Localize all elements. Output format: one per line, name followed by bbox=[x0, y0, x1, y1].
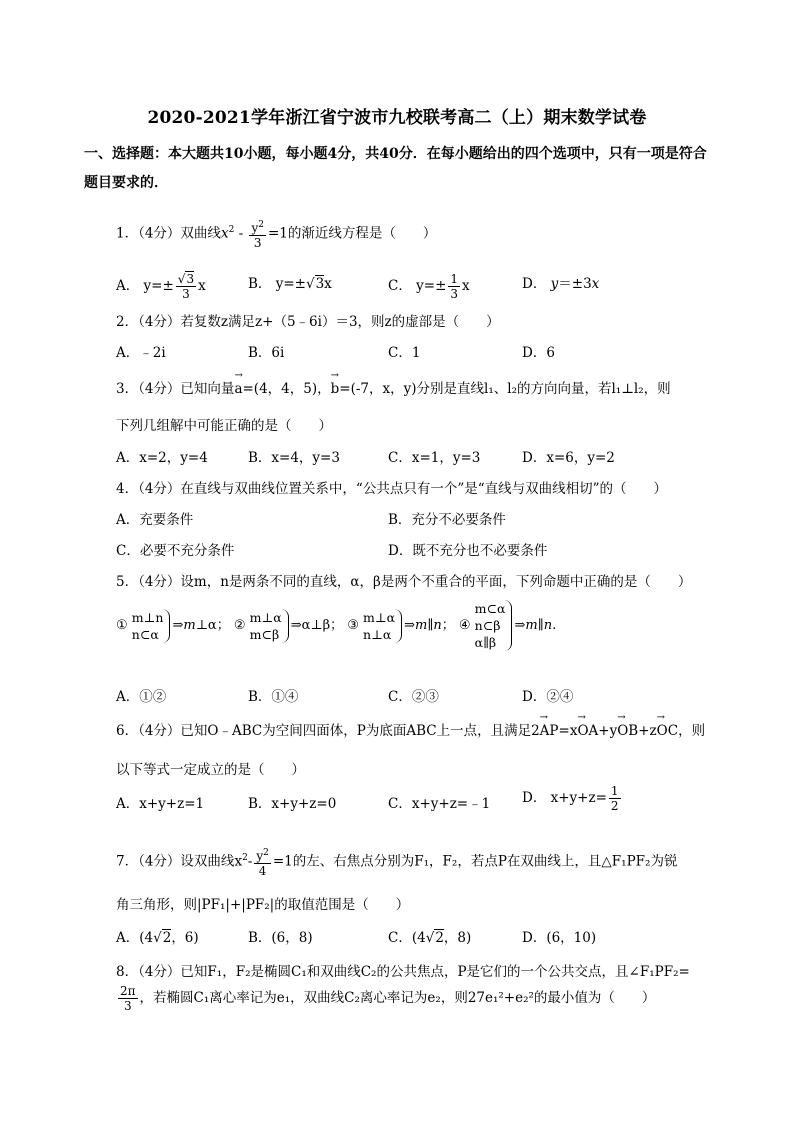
q3-option-c[interactable]: C．x=1，y=3 bbox=[388, 450, 481, 466]
q5-option-d[interactable]: D．②④ bbox=[522, 689, 574, 705]
question-2: 2．（4分）若复数z满足z+（5﹣6i）＝3，则z的虚部是（ ） bbox=[116, 314, 500, 330]
q6-option-d[interactable]: D． x+y+z= $\frac{1}{2}$ bbox=[522, 784, 619, 813]
question-7: 7．（4分）设双曲线$x^2-$ $\frac{y^2}{4}$ =1的左、右焦点分别为F₁，F₂，若点P在双曲线上，且△F₁PF₂为锐 bbox=[116, 848, 678, 878]
page-title: 2020-2021学年浙江省宁波市九校联考高二（上）期末数学试卷 bbox=[147, 108, 647, 128]
q6-option-a[interactable]: A．x+y+z=1 bbox=[116, 796, 205, 812]
q1-option-a[interactable]: A． y=± $\frac{√3}{3}$ x bbox=[116, 272, 206, 301]
question-3: 3．（4分）已知向量→ a=(4，4，5)，→ b=(-7，x，y)分别是直线l₁、l₂的方向向量，若l₁⊥l₂，则 bbox=[116, 377, 671, 397]
q1-option-b[interactable]: B． y=±√3x bbox=[248, 276, 332, 292]
q1-option-d[interactable]: D． y＝±3x bbox=[522, 276, 600, 292]
q3-option-b[interactable]: B．x=4，y=3 bbox=[248, 450, 340, 466]
q2-option-b[interactable]: B．6i bbox=[248, 345, 285, 361]
q4-option-a[interactable]: A．充要条件 bbox=[116, 512, 194, 528]
question-4: 4．（4分）在直线与双曲线位置关系中，“公共点只有一个”是“直线与双曲线相切”的（ ） bbox=[116, 481, 668, 497]
q2-option-d[interactable]: D．6 bbox=[522, 345, 555, 361]
question-8: 8．（4分）已知F₁，F₂是椭圆C₁和双曲线C₂的公共焦点，P是它们的一个公共交点，且∠F₁PF₂= bbox=[116, 964, 690, 980]
q7-option-a[interactable]: A．(4√2，6) bbox=[116, 930, 199, 946]
section-heading: 一、选择题：本大题共10小题，每小题4分，共40分．在每小题给出的四个选项中，只有一项是符合题目要求的． bbox=[84, 146, 707, 191]
q5-option-a[interactable]: A．①② bbox=[116, 689, 167, 705]
question-7-line2: 角三角形，则|PF₁|+|PF₂|的取值范围是（ ） bbox=[116, 897, 410, 913]
q5-option-b[interactable]: B．①④ bbox=[248, 689, 299, 705]
q6-option-b[interactable]: B．x+y+z=0 bbox=[248, 796, 337, 812]
question-5: 5．（4分）设m，n是两条不同的直线，α，β是两个不重合的平面，下列命题中正确的是（ ） bbox=[116, 574, 692, 590]
q6-option-c[interactable]: C．x+y+z=﹣1 bbox=[388, 796, 491, 812]
q7-option-b[interactable]: B．(6，8) bbox=[248, 930, 313, 946]
question-8-line2: $\frac{2\pi}{3}$ ，若椭圆C₁离心率记为e₁，双曲线C₂离心率记为e₂，则27e₁²+e₂²的最小值为（ ） bbox=[120, 984, 656, 1013]
q4-option-d[interactable]: D．既不充分也不必要条件 bbox=[388, 543, 548, 559]
q1-option-c[interactable]: C． y=± $\frac{1}{3}$ x bbox=[388, 272, 470, 301]
q3-option-a[interactable]: A．x=2，y=4 bbox=[116, 450, 208, 466]
question-1: 1．（4分）双曲线$x^2$ - $\frac{y^2}{3}$ =1的渐近线方程是（ ） bbox=[116, 220, 437, 250]
q2-option-a[interactable]: A．﹣2i bbox=[116, 345, 166, 361]
question-6-line2: 以下等式一定成立的是（ ） bbox=[116, 762, 305, 778]
q2-option-c[interactable]: C．1 bbox=[388, 345, 421, 361]
q7-option-c[interactable]: C．(4√2，8) bbox=[388, 930, 472, 946]
q5-propositions: ① m⊥n n⊂α⇒m⊥α； ② m⊥α m⊂β⇒α⊥β； ③ m⊥α n⊥α⇒m∥n； ④ m⊂α n⊂β α∥β⇒m∥n. bbox=[116, 601, 557, 650]
question-6: 6．（4分）已知O﹣ABC为空间四面体，P为底面ABC上一点，且满足2→ AP=x→ OA+y→ OB+z→ OC，则 bbox=[116, 719, 705, 739]
q5-option-c[interactable]: C．②③ bbox=[388, 689, 439, 705]
q4-option-c[interactable]: C．必要不充分条件 bbox=[116, 543, 235, 559]
q3-option-d[interactable]: D．x=6，y=2 bbox=[522, 450, 615, 466]
question-3-line2: 下列几组解中可能正确的是（ ） bbox=[116, 418, 332, 434]
q7-option-d[interactable]: D．(6，10) bbox=[522, 930, 597, 946]
q4-option-b[interactable]: B．充分不必要条件 bbox=[388, 512, 506, 528]
